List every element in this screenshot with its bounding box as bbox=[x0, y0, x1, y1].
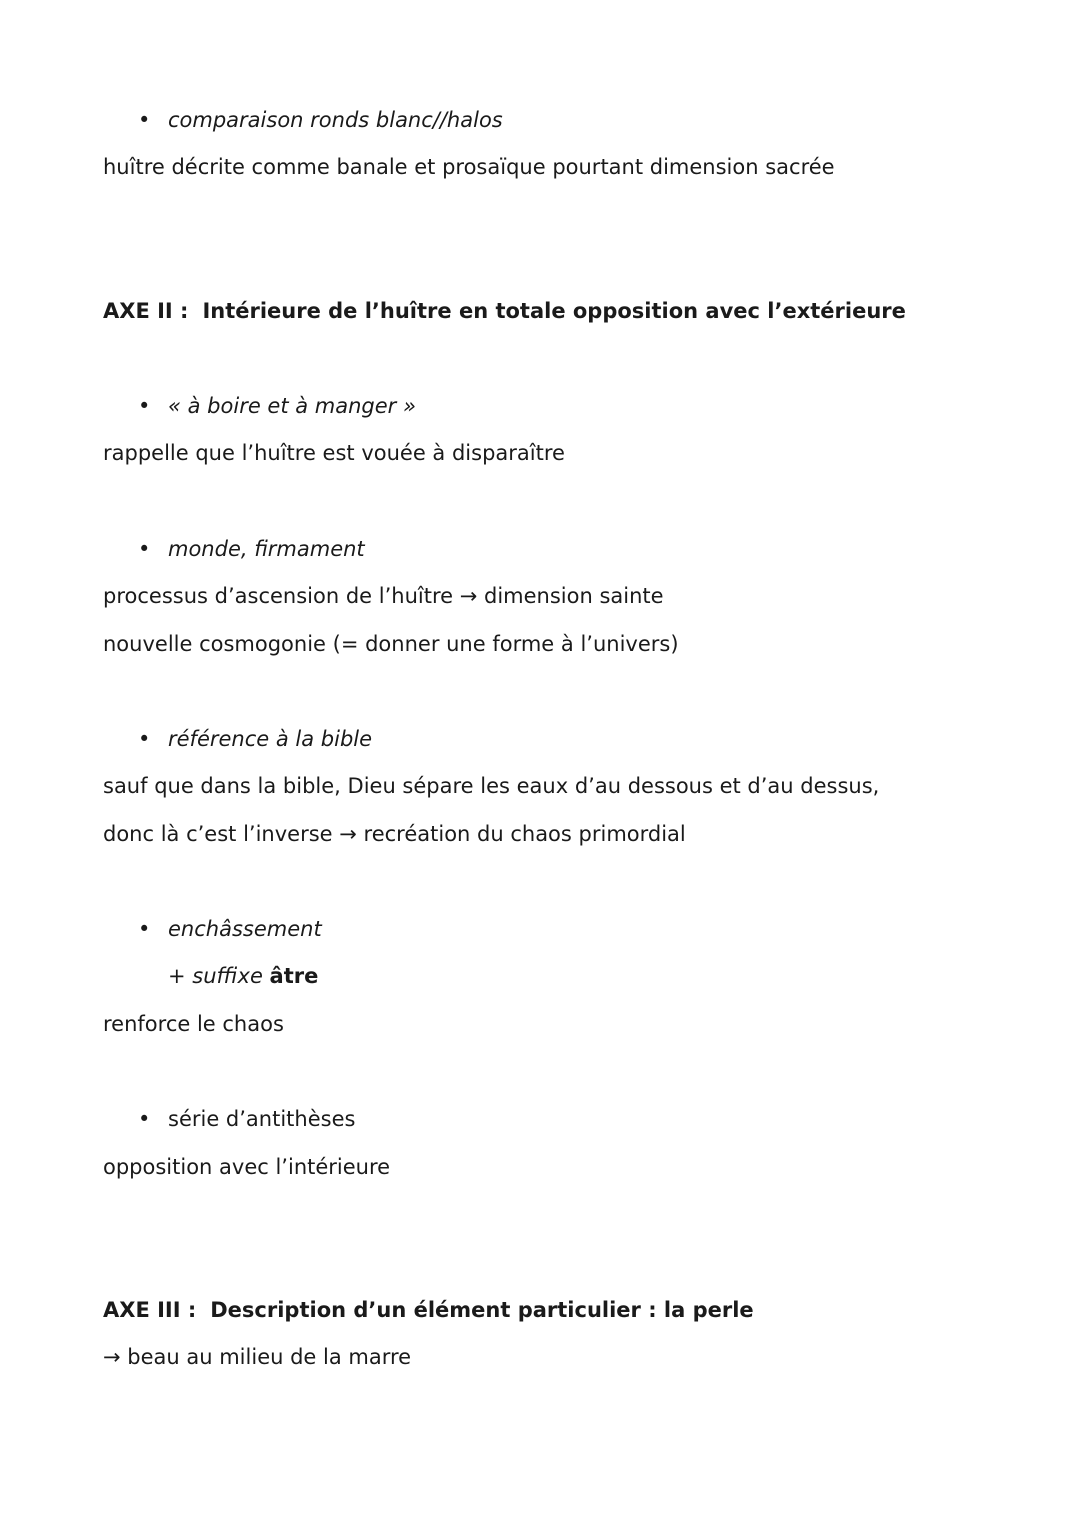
bullet-icon: • bbox=[138, 1107, 151, 1131]
bullet-icon: • bbox=[138, 727, 151, 751]
heading-label: AXE II : bbox=[103, 299, 189, 323]
note-line: rappelle que l’huître est vouée à disparaître bbox=[103, 441, 565, 465]
bullet-icon: • bbox=[138, 917, 151, 941]
note-line: renforce le chaos bbox=[103, 1012, 284, 1036]
sub-note-prefix: + suffixe bbox=[168, 964, 263, 988]
note-line: huître décrite comme banale et prosaïque pourtant dimension sacrée bbox=[103, 155, 835, 179]
heading-label: AXE III : bbox=[103, 1298, 197, 1322]
bullet-text: comparaison ronds blanc//halos bbox=[168, 108, 503, 132]
bullet-item bbox=[138, 725, 372, 753]
bullet-item bbox=[138, 535, 365, 563]
note-line: processus d’ascension de l’huître → dimension sainte bbox=[103, 584, 664, 608]
note-line: opposition avec l’intérieure bbox=[103, 1155, 391, 1179]
sub-note-bold: âtre bbox=[269, 964, 319, 988]
section-heading-axe-3 bbox=[103, 1296, 754, 1324]
bullet-icon: • bbox=[138, 394, 151, 418]
bullet-text: série d’antithèses bbox=[168, 1107, 356, 1131]
note-line: → beau au milieu de la marre bbox=[103, 1345, 412, 1369]
bullet-text: référence à la bible bbox=[168, 727, 373, 751]
bullet-item bbox=[138, 106, 503, 134]
heading-title: Description d’un élément particulier : la perle bbox=[210, 1298, 754, 1322]
note-line: donc là c’est l’inverse → recréation du chaos primordial bbox=[103, 822, 686, 846]
bullet-item bbox=[138, 1105, 355, 1133]
sub-note-line bbox=[168, 962, 318, 990]
bullet-text: enchâssement bbox=[168, 917, 322, 941]
note-line: nouvelle cosmogonie (= donner une forme à l’univers) bbox=[103, 632, 679, 656]
bullet-text: « à boire et à manger » bbox=[168, 394, 416, 418]
bullet-item bbox=[138, 392, 416, 420]
bullet-icon: • bbox=[138, 537, 151, 561]
heading-title: Intérieure de l’huître en totale opposition avec l’extérieure bbox=[202, 299, 906, 323]
note-line: sauf que dans la bible, Dieu sépare les eaux d’au dessous et d’au dessus, bbox=[103, 774, 880, 798]
bullet-item bbox=[138, 915, 322, 943]
bullet-icon: • bbox=[138, 108, 151, 132]
bullet-text: monde, firmament bbox=[168, 537, 365, 561]
section-heading-axe-2 bbox=[103, 297, 906, 325]
